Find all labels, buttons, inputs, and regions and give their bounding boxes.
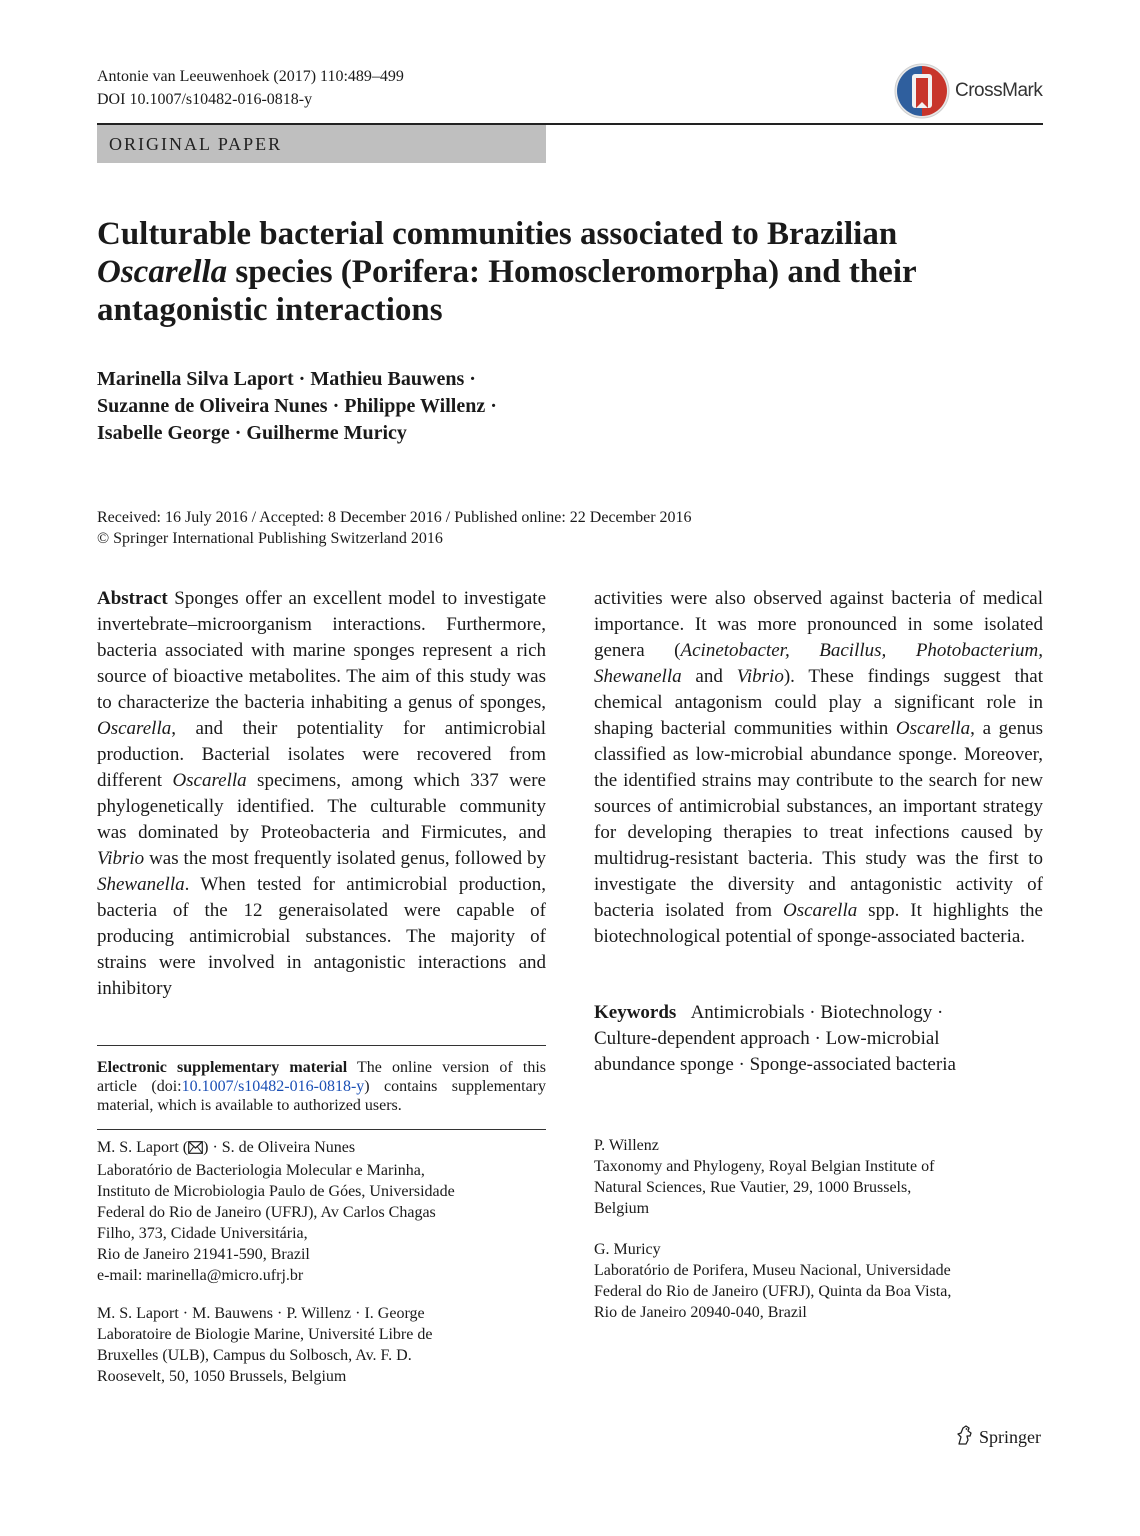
esm-doi-link[interactable]: 10.1007/s10482-016-0818-y (181, 1078, 365, 1095)
section-label: ORIGINAL PAPER (97, 125, 546, 163)
author-list (97, 366, 797, 447)
abstract-text: spp. It highlights the biotechnological potential of sponge-associated bacteria. (594, 900, 1043, 947)
esm-text-2: ) contains supplementary material, which is available to authorized users. (97, 1078, 546, 1114)
title-line-2: species (Porifera: Homoscleromorpha) and their (227, 254, 917, 290)
affiliation-line: Belgium (594, 1200, 650, 1217)
affiliation-line: M. S. Laport · M. Bauwens · P. Willenz · I. George (97, 1305, 425, 1322)
title-line-3: antagonistic interactions (97, 292, 443, 328)
keywords-block (594, 1000, 1043, 1078)
affiliation-line: Instituto de Microbiologia Paulo de Góes, Universidade (97, 1183, 455, 1200)
affiliation-ulb (97, 1303, 546, 1387)
abstract-text: ). These findings suggest that chemical antagonism could play a significant role in shaping bacterial communities within (594, 666, 1043, 739)
affiliation-laport-nunes (97, 1137, 546, 1286)
affiliation-line: Taxonomy and Phylogeny, Royal Belgian Institute of (594, 1158, 935, 1175)
italic-term: Oscarella (895, 718, 971, 739)
affiliation-line: Rio de Janeiro 21941-590, Brazil (97, 1246, 310, 1263)
abstract-heading: Abstract (97, 588, 168, 609)
abstract-column-2 (594, 586, 1043, 950)
italic-term: Oscarella (172, 770, 247, 791)
affiliation-line: Laboratório de Porifera, Museu Nacional, Universidade (594, 1262, 951, 1279)
authors-line-1: Marinella Silva Laport · Mathieu Bauwens · (97, 368, 476, 390)
affiliation-line: Roosevelt, 50, 1050 Brussels, Belgium (97, 1368, 347, 1385)
italic-term: Vibrio (736, 666, 784, 687)
abstract-text: , a genus classified as low-microbial abundance sponge. Moreover, the identified strains may contribute to the search for new sources of antimicrobial substances, an important strategy for developing therapies to treat infections caused by multidrug-resistant bacteria. This study was the first to investigate the diversity and antagonistic activity of bacteria isolated from (594, 718, 1043, 921)
abstract-column-1 (97, 586, 546, 1002)
supplementary-note (97, 1058, 546, 1115)
italic-term: Oscarella (783, 900, 858, 921)
affiliation-line: Bruxelles (ULB), Campus du Solbosch, Av. F. D. (97, 1347, 412, 1364)
authors-line-3: Isabelle George · Guilherme Muricy (97, 422, 407, 444)
esm-text-1: The online version of this article (doi: (97, 1059, 546, 1095)
keywords-line-2: Culture-dependent approach · Low-microbial (594, 1028, 940, 1049)
keywords-line-1: Antimicrobials · Biotechnology · (690, 1002, 944, 1023)
affiliation-line: Laboratoire de Biologie Marine, Université Libre de (97, 1326, 433, 1343)
title-line-1: Culturable bacterial communities associated to Brazilian (97, 216, 898, 252)
affiliation-line: Rio de Janeiro 20940-040, Brazil (594, 1304, 807, 1321)
affiliation-line: Federal do Rio de Janeiro (UFRJ), Av Carlos Chagas (97, 1204, 436, 1221)
authors-line-2: Suzanne de Oliveira Nunes · Philippe Willenz · (97, 395, 497, 417)
affiliation-line: Laboratório de Bacteriologia Molecular e Marinha, (97, 1162, 425, 1179)
italic-term: Shewanella (97, 874, 185, 895)
article-title (97, 215, 997, 329)
abstract-text: specimens, among which 337 were phylogenetically identified. The culturable community was dominated by Proteobacteria and Firmicutes, and (97, 770, 546, 843)
abstract-text: , and their potentiality for antimicrobial production. Bacterial isolates were recovered from different (97, 718, 546, 791)
publisher-name: Springer (979, 1427, 1041, 1447)
abstract-text: . When tested for antimicrobial production, bacteria of the 12 generaisolated were capable of producing antimicrobial substances. The majority of strains were involved in antagonistic interactions and inhibitory (97, 874, 546, 999)
publisher-mark (955, 1424, 1041, 1451)
contact-email[interactable]: e-mail: marinella@micro.ufrj.br (97, 1267, 304, 1284)
copyright-line: © Springer International Publishing Switzerland 2016 (97, 530, 443, 547)
publication-history (97, 507, 997, 549)
italic-term: Oscarella (97, 718, 172, 739)
abstract-body-1 (97, 588, 546, 999)
affiliation-line: Filho, 373, Cidade Universitária, (97, 1225, 308, 1242)
crossmark-label: CrossMark (955, 80, 1043, 101)
affiliation-willenz (594, 1135, 1043, 1219)
abstract-body-2 (594, 588, 1043, 947)
abstract-text: was the most frequently isolated genus, followed by (144, 848, 546, 869)
abstract-text: and (681, 666, 737, 687)
affiliation-authors (97, 1137, 546, 1160)
affiliation-line: Natural Sciences, Rue Vautier, 29, 1000 Brussels, (594, 1179, 912, 1196)
affiliation-muricy (594, 1239, 1043, 1323)
affiliation-rule (97, 1129, 546, 1130)
journal-doi: DOI 10.1007/s10482-016-0818-y (97, 91, 313, 108)
abstract-text: activities were also observed against bacteria of medical importance. It was more pronounced in some isolated genera ( (594, 588, 1043, 661)
envelope-icon (188, 1139, 203, 1160)
affiliation-line: P. Willenz (594, 1137, 659, 1154)
affiliation-line: Federal do Rio de Janeiro (UFRJ), Quinta da Boa Vista, (594, 1283, 952, 1300)
italic-term: Vibrio (97, 848, 145, 869)
italic-term: Acinetobacter, Bacillus, Photobacterium, Shewanella (594, 640, 1043, 687)
dates-line: Received: 16 July 2016 / Accepted: 8 December 2016 / Published online: 22 December 2016 (97, 509, 692, 526)
footnote-rule (97, 1045, 546, 1046)
esm-heading: Electronic supplementary material (97, 1059, 348, 1076)
keywords-heading: Keywords (594, 1002, 677, 1023)
journal-citation: Antonie van Leeuwenhoek (2017) 110:489–499 (97, 68, 404, 85)
affiliation-author-pre: M. S. Laport ( (97, 1139, 189, 1156)
keywords-line-3: abundance sponge · Sponge-associated bacteria (594, 1054, 956, 1075)
affiliation-author-post: ) · S. de Oliveira Nunes (203, 1139, 356, 1156)
title-genus: Oscarella (97, 254, 228, 290)
springer-horse-icon (955, 1424, 975, 1451)
abstract-text: Sponges offer an excellent model to investigate invertebrate–microorganism interactions. Furthermore, bacteria associated with marine sponges represent a rich source of bioactive metabolites. The aim of this study was to characterize the bacteria inhabiting a genus of sponges, (97, 588, 546, 713)
affiliation-line: G. Muricy (594, 1241, 661, 1258)
crossmark-badge[interactable] (893, 62, 1043, 120)
